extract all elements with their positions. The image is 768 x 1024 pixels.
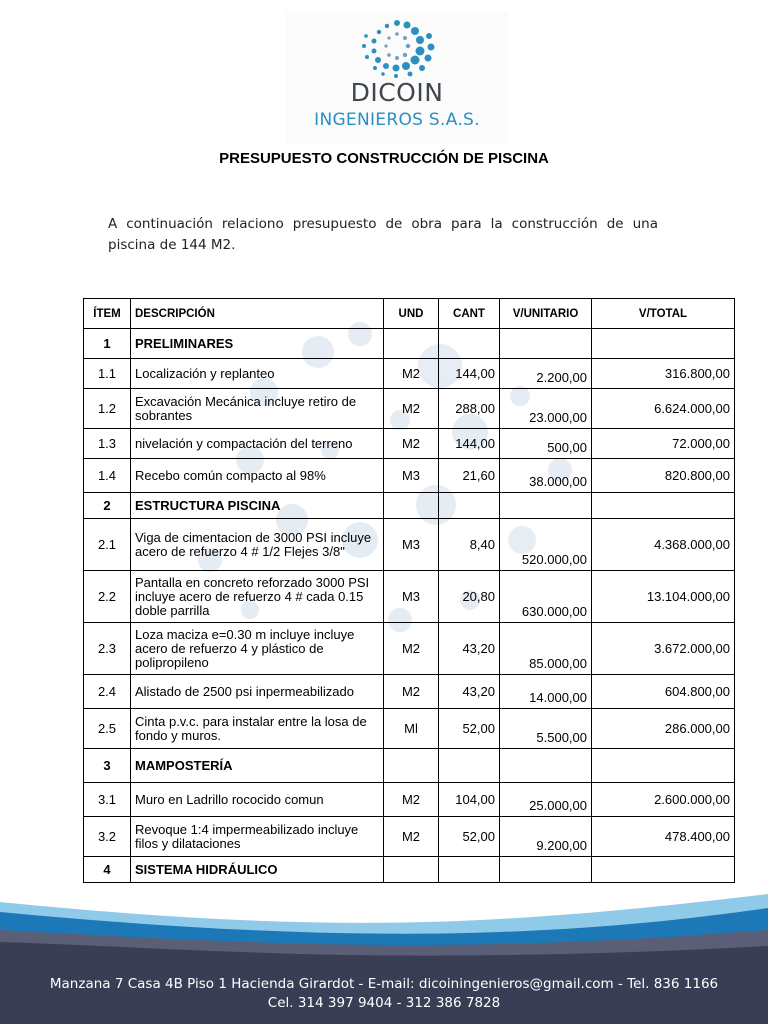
- section-row: [84, 749, 735, 783]
- total-value-cell: [592, 329, 735, 359]
- budget-table: [83, 298, 735, 883]
- section-row: [84, 857, 735, 883]
- unit-value-cell: 25.000,00: [500, 783, 592, 817]
- unit-value-cell: [500, 329, 592, 359]
- header-quantity: CANT: [439, 299, 500, 329]
- item-cell: 2.4: [84, 675, 131, 709]
- logo-subtitle: INGENIEROS S.A.S.: [314, 110, 480, 130]
- quantity-cell: 144,00: [439, 429, 500, 459]
- page-title: PRESUPUESTO CONSTRUCCIÓN DE PISCINA: [219, 150, 549, 167]
- table-row: [84, 389, 735, 429]
- unit-cell: M3: [384, 519, 439, 571]
- unit-cell: M2: [384, 675, 439, 709]
- table-row: [84, 623, 735, 675]
- quantity-cell: 288,00: [439, 389, 500, 429]
- item-cell: 1: [84, 329, 131, 359]
- unit-value-cell: 500,00: [500, 429, 592, 459]
- item-cell: 3: [84, 749, 131, 783]
- total-value-cell: 2.600.000,00: [592, 783, 735, 817]
- item-cell: 2.3: [84, 623, 131, 675]
- quantity-cell: [439, 493, 500, 519]
- description-cell: MAMPOSTERÍA: [131, 749, 384, 783]
- unit-cell: M2: [384, 359, 439, 389]
- table-row: [84, 359, 735, 389]
- unit-cell: [384, 857, 439, 883]
- header-unit: UND: [384, 299, 439, 329]
- unit-cell: M2: [384, 623, 439, 675]
- total-value-cell: 286.000,00: [592, 709, 735, 749]
- description-cell: Localización y replanteo: [131, 359, 384, 389]
- header-description: DESCRIPCIÓN: [131, 299, 384, 329]
- unit-cell: M2: [384, 817, 439, 857]
- unit-value-cell: 2.200,00: [500, 359, 592, 389]
- unit-value-cell: 38.000,00: [500, 459, 592, 493]
- quantity-cell: [439, 329, 500, 359]
- quantity-cell: 52,00: [439, 709, 500, 749]
- total-value-cell: 4.368.000,00: [592, 519, 735, 571]
- total-value-cell: 820.800,00: [592, 459, 735, 493]
- total-value-cell: 72.000,00: [592, 429, 735, 459]
- unit-cell: M2: [384, 389, 439, 429]
- table-row: [84, 817, 735, 857]
- description-cell: Loza maciza e=0.30 m incluye incluye acero de refuerzo 4 y plástico de polipropileno: [131, 623, 384, 675]
- total-value-cell: 6.624.000,00: [592, 389, 735, 429]
- item-cell: 4: [84, 857, 131, 883]
- total-value-cell: [592, 749, 735, 783]
- description-cell: nivelación y compactación del terreno: [131, 429, 384, 459]
- unit-value-cell: 85.000,00: [500, 623, 592, 675]
- quantity-cell: 20,80: [439, 571, 500, 623]
- quantity-cell: [439, 857, 500, 883]
- description-cell: ESTRUCTURA PISCINA: [131, 493, 384, 519]
- description-cell: Excavación Mecánica incluye retiro de sobrantes: [131, 389, 384, 429]
- description-cell: Alistado de 2500 psi inpermeabilizado: [131, 675, 384, 709]
- unit-value-cell: 9.200,00: [500, 817, 592, 857]
- unit-value-cell: 520.000,00: [500, 519, 592, 571]
- total-value-cell: 604.800,00: [592, 675, 735, 709]
- unit-value-cell: 14.000,00: [500, 675, 592, 709]
- quantity-cell: 43,20: [439, 675, 500, 709]
- table-row: [84, 459, 735, 493]
- quantity-cell: 104,00: [439, 783, 500, 817]
- quantity-cell: 52,00: [439, 817, 500, 857]
- description-cell: Pantalla en concreto reforzado 3000 PSI incluye acero de refuerzo 4 # cada 0.15 doble parrilla: [131, 571, 384, 623]
- description-cell: Cinta p.v.c. para instalar entre la losa de fondo y muros.: [131, 709, 384, 749]
- section-row: [84, 493, 735, 519]
- header-item: ÍTEM: [84, 299, 131, 329]
- item-cell: 2.1: [84, 519, 131, 571]
- table-row: [84, 429, 735, 459]
- dicoin-logo-icon: [356, 18, 438, 78]
- item-cell: 2.5: [84, 709, 131, 749]
- total-value-cell: 3.672.000,00: [592, 623, 735, 675]
- table-header-row: [84, 299, 735, 329]
- logo-name: DICOIN: [350, 78, 444, 107]
- unit-cell: M2: [384, 429, 439, 459]
- table-row: [84, 783, 735, 817]
- total-value-cell: 316.800,00: [592, 359, 735, 389]
- table-row: [84, 519, 735, 571]
- description-cell: Viga de cimentacion de 3000 PSI incluye acero de refuerzo 4 # 1/2 Flejes 3/8": [131, 519, 384, 571]
- header-total-value: V/TOTAL: [592, 299, 735, 329]
- description-cell: Revoque 1:4 impermeabilizado incluye filos y dilataciones: [131, 817, 384, 857]
- intro-paragraph: A continuación relaciono presupuesto de obra para la construcción de una piscina de 144 M2.: [108, 216, 658, 253]
- unit-cell: M2: [384, 783, 439, 817]
- footer-phones: Cel. 314 397 9404 - 312 386 7828: [267, 995, 501, 1011]
- unit-value-cell: 5.500,00: [500, 709, 592, 749]
- total-value-cell: [592, 493, 735, 519]
- item-cell: 1.1: [84, 359, 131, 389]
- item-cell: 2: [84, 493, 131, 519]
- description-cell: Muro en Ladrillo rococido comun: [131, 783, 384, 817]
- unit-value-cell: [500, 749, 592, 783]
- unit-cell: [384, 493, 439, 519]
- item-cell: 1.4: [84, 459, 131, 493]
- section-row: [84, 329, 735, 359]
- item-cell: 1.2: [84, 389, 131, 429]
- total-value-cell: 478.400,00: [592, 817, 735, 857]
- item-cell: 3.2: [84, 817, 131, 857]
- unit-value-cell: [500, 857, 592, 883]
- unit-cell: [384, 749, 439, 783]
- unit-cell: M3: [384, 571, 439, 623]
- header-unit-value: V/UNITARIO: [500, 299, 592, 329]
- quantity-cell: 21,60: [439, 459, 500, 493]
- table-row: [84, 571, 735, 623]
- description-cell: SISTEMA HIDRÁULICO: [131, 857, 384, 883]
- item-cell: 2.2: [84, 571, 131, 623]
- quantity-cell: 43,20: [439, 623, 500, 675]
- quantity-cell: 144,00: [439, 359, 500, 389]
- footer: [0, 888, 768, 1024]
- table-row: [84, 709, 735, 749]
- unit-cell: M3: [384, 459, 439, 493]
- total-value-cell: 13.104.000,00: [592, 571, 735, 623]
- table-row: [84, 675, 735, 709]
- unit-value-cell: 630.000,00: [500, 571, 592, 623]
- unit-value-cell: 23.000,00: [500, 389, 592, 429]
- footer-address: Manzana 7 Casa 4B Piso 1 Hacienda Girardot - E-mail: dicoiningenieros@gmail.com - Tel. 836 1166: [49, 976, 719, 992]
- total-value-cell: [592, 857, 735, 883]
- description-cell: PRELIMINARES: [131, 329, 384, 359]
- item-cell: 3.1: [84, 783, 131, 817]
- unit-value-cell: [500, 493, 592, 519]
- unit-cell: [384, 329, 439, 359]
- quantity-cell: 8,40: [439, 519, 500, 571]
- description-cell: Recebo común compacto al 98%: [131, 459, 384, 493]
- item-cell: 1.3: [84, 429, 131, 459]
- quantity-cell: [439, 749, 500, 783]
- unit-cell: Ml: [384, 709, 439, 749]
